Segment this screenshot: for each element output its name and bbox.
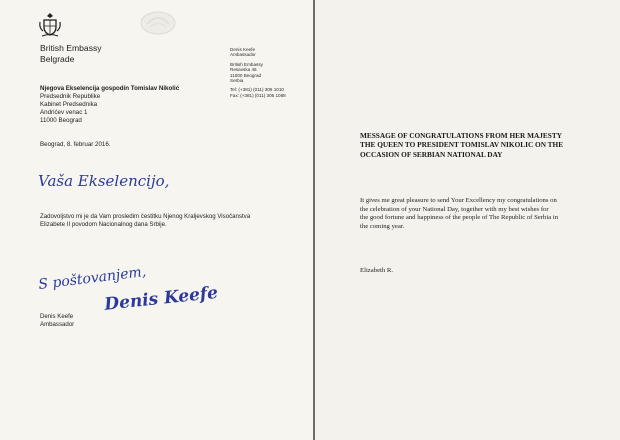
recipient-line: Andrićev venac 1 <box>40 109 88 116</box>
sender-address-line: 11000 Beograd <box>230 72 262 78</box>
message-body-line: It gives me great pleasure to send Your Excellency my congratulations on <box>360 197 557 204</box>
letter-body-line: Zadovoljstvo mi je da Vam prosledim čestitku Njenog Kraljevskog Visočanstva <box>40 213 251 220</box>
signer-block <box>40 313 74 329</box>
sender-address-line: Serbia <box>230 78 244 84</box>
signer-name: Denis Keefe <box>40 313 74 320</box>
message-signoff: Elizabeth R. <box>360 267 394 274</box>
sender-fax: Fax: (+381) (011) 306 1088 <box>230 92 286 98</box>
recipient-line: Kabinet Predsednika <box>40 101 98 108</box>
sender-address-line: Resavska 46 <box>230 67 257 73</box>
sender-name: Denis Keefe <box>230 47 256 52</box>
message-body-line: the coming year. <box>360 222 405 230</box>
recipient-line: 11000 Beograd <box>40 117 82 124</box>
handwritten-salutation <box>36 164 206 194</box>
message-title-line: MESSAGE OF CONGRATULATIONS FROM HER MAJESTY <box>360 131 562 140</box>
recipient-line: Predsednik Republike <box>40 93 101 100</box>
sender-tel: Tel: (+381) (011) 306 1010 <box>230 87 284 93</box>
royal-coat-of-arms-logo <box>38 12 62 38</box>
salutation-text: Vaša Ekselencijo, <box>38 172 170 190</box>
letter-body-line: Elizabete II povodom Nacionalnog dana Srbije. <box>40 221 167 229</box>
embossed-seal <box>137 7 179 39</box>
embassy-name-line-1: British Embassy <box>40 43 102 53</box>
signature-text: Denis Keefe <box>103 282 219 315</box>
sender-address-block <box>230 47 286 98</box>
message-body-line: the celebration of your National Day, together with my best wishes for <box>360 205 549 213</box>
signature <box>100 280 240 314</box>
message-body <box>360 197 592 231</box>
message-body-line: the good fortune and happiness of the people of The Republic of Serbia in <box>360 214 559 222</box>
sender-address-line: British Embassy <box>230 61 263 67</box>
embassy-name <box>40 43 102 64</box>
recipient-name: Njegova Ekselencija gospodin Tomislav Nikolić <box>40 85 180 92</box>
recipient-address-block <box>40 85 179 125</box>
closing-text: S poštovanjem, <box>37 263 148 294</box>
message-title <box>360 131 592 159</box>
letter-date: Beograd, 8. februar 2016. <box>40 141 111 148</box>
letter-body <box>40 213 300 229</box>
embassy-name-line-2: Belgrade <box>40 53 75 64</box>
sender-title: Ambassador <box>230 52 256 58</box>
message-title-line: OCCASION OF SERBIAN NATIONAL DAY <box>360 149 503 159</box>
message-title-line: THE QUEEN TO PRESIDENT TOMISLAV NIKOLIC ON THE <box>360 140 564 150</box>
signer-title: Ambassador <box>40 321 75 329</box>
